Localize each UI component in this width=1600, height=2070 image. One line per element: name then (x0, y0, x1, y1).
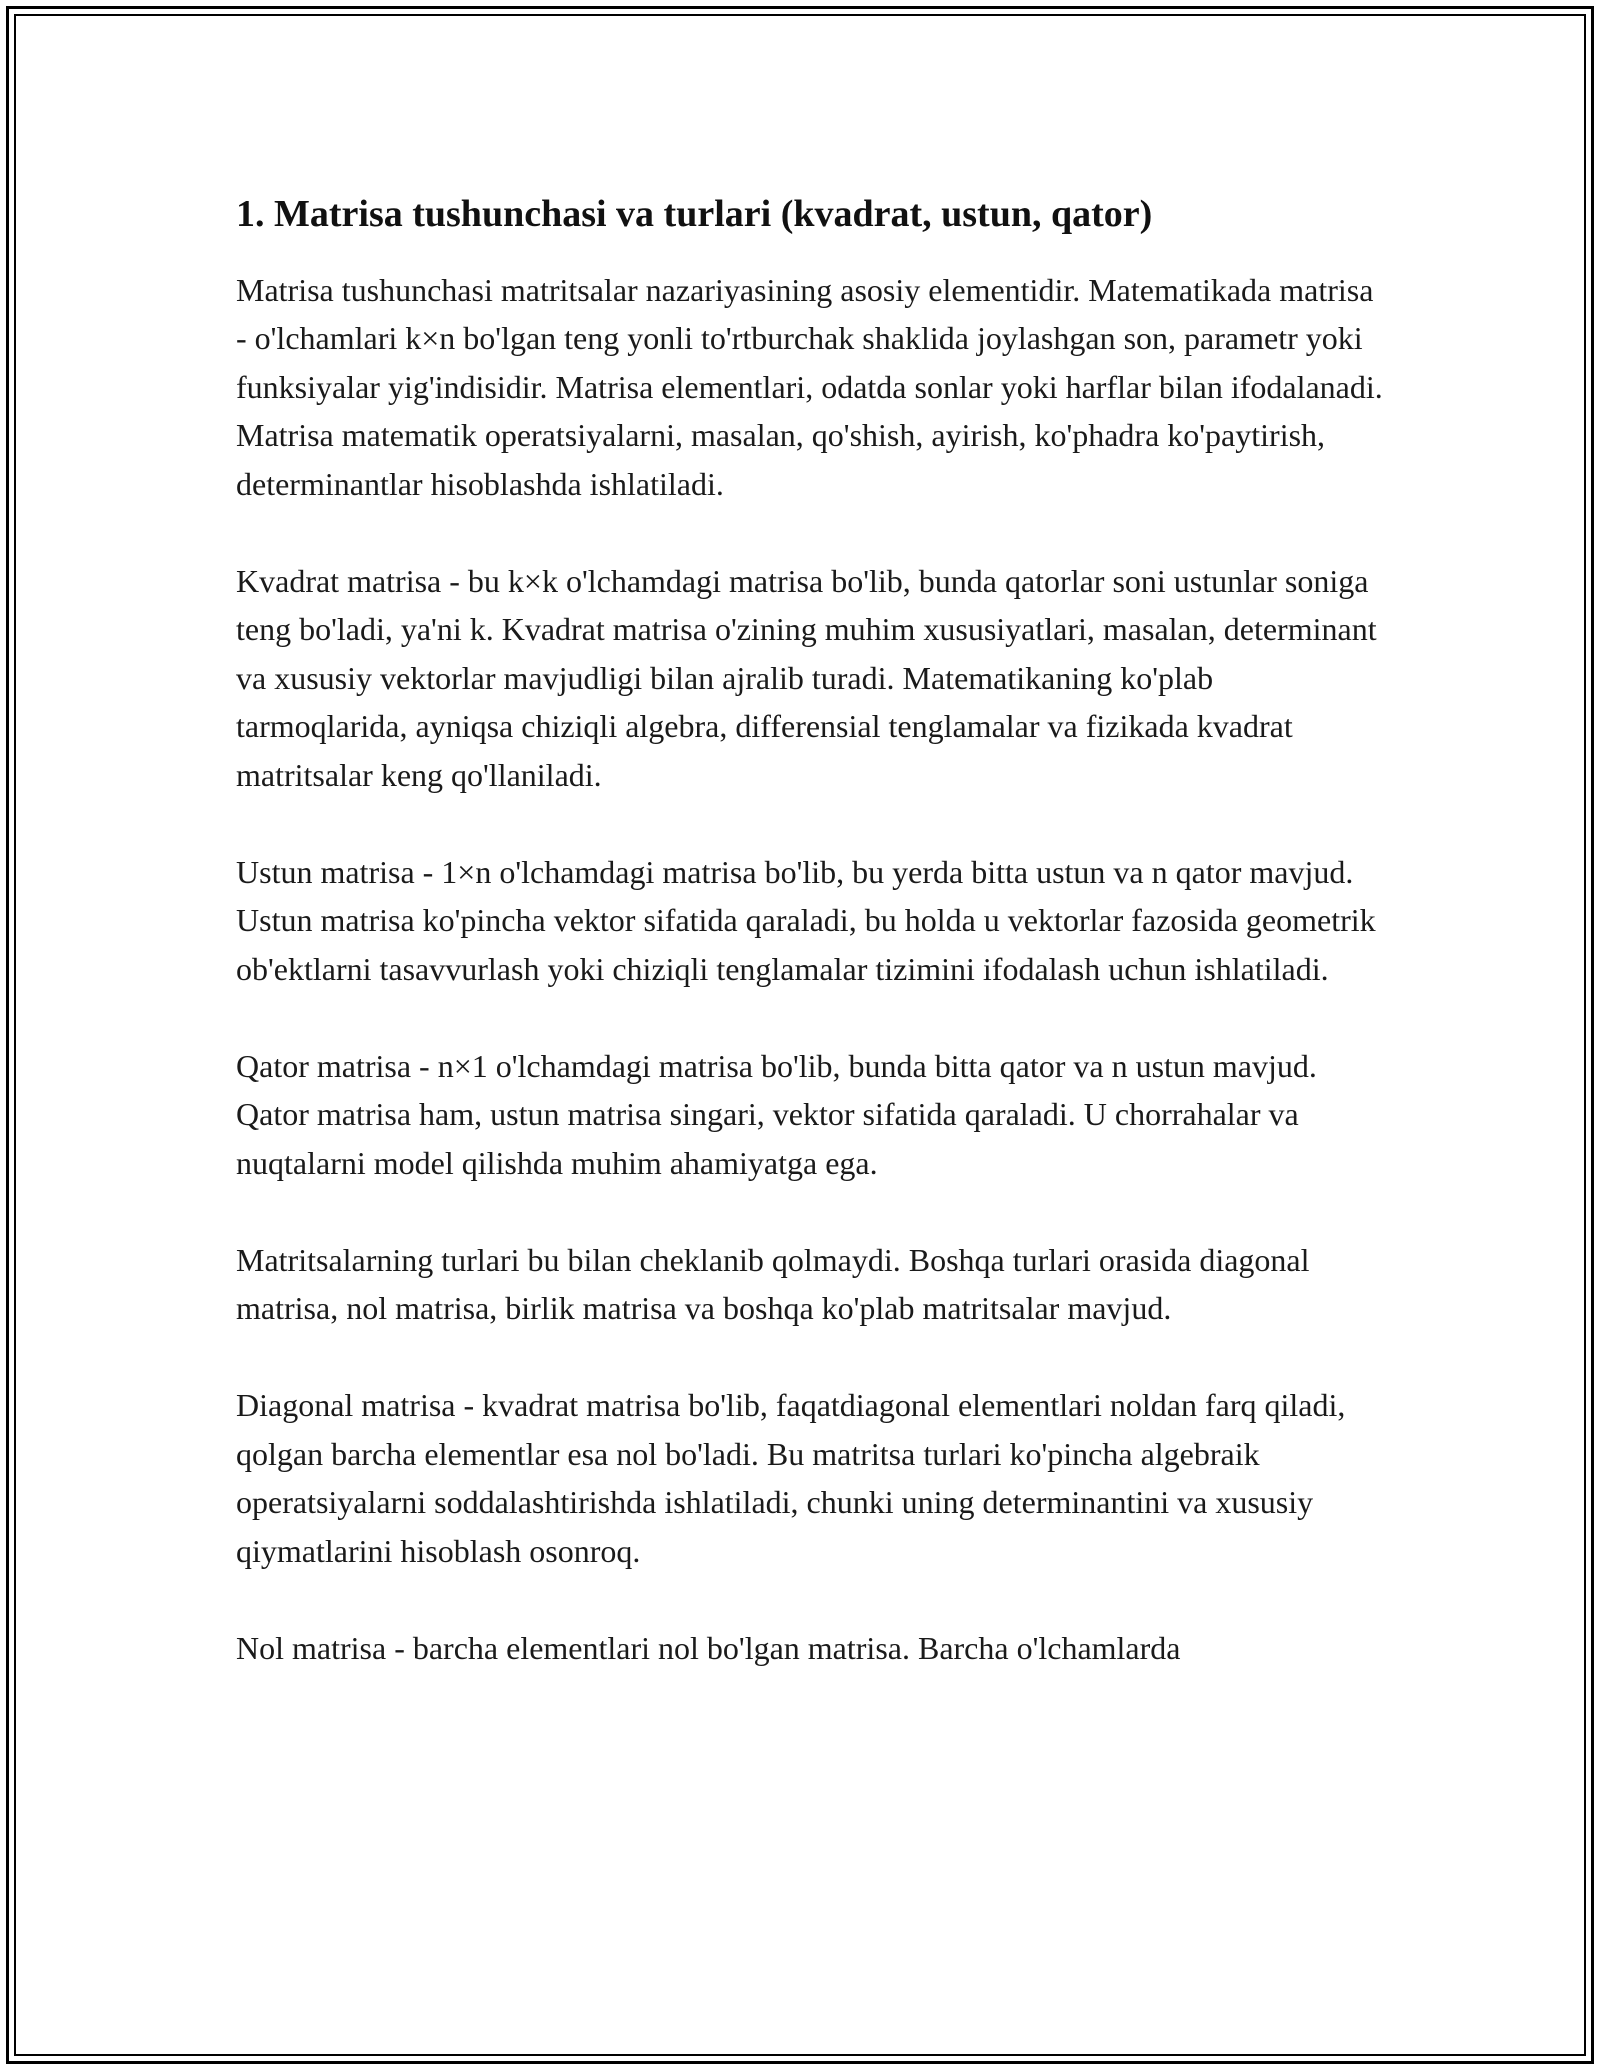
paragraph-zero-matrix: Nol matrisa - barcha elementlari nol bo'lgan matrisa. Barcha o'lchamlarda (236, 1629, 1181, 1666)
paragraph-matrix-definition: Matrisa tushunchasi matritsalar nazariyasining asosiy elementidir. Matematikada matrisa - o'lchamlari k×n bo'lgan teng yonli to'rtburchak shaklida joylashgan son, parametr yoki funksiyalar yig'indisidir. Matrisa elementlari, odatda sonlar yoki harflar bilan ifodalanadi. Matrisa matematik operatsiyalarni, masalan, qo'shish, ayirish, ko'phadra ko'paytirish, determinantlar hisoblashda ishlatiladi. (236, 271, 1383, 502)
paragraph-column-matrix: Ustun matrisa - 1×n o'lchamdagi matrisa bo'lib, bu yerda bitta ustun va n qator mavjud. Ustun matrisa ko'pincha vektor sifatida qaraladi, bu holda u vektorlar fazosida geometrik ob'ektlarni tasavvurlash yoki chiziqli tenglamalar tizimini ifodalash uchun ishlatiladi. (236, 853, 1376, 987)
document-body (236, 180, 1386, 1672)
paragraph-diagonal-matrix: Diagonal matrisa - kvadrat matrisa bo'lib, faqatdiagonal elementlari noldan farq qiladi, qolgan barcha elementlar esa nol bo'ladi. Bu matritsa turlari ko'pincha algebraik operatsiyalarni soddalashtirishda ishlatiladi, chunki uning determinantini va xususiy qiymatlarini hisoblash osonroq. (236, 1387, 1346, 1569)
paragraph-row-matrix: Qator matrisa - n×1 o'lchamdagi matrisa bo'lib, bunda bitta qator va n ustun mavjud. Qator matrisa ham, ustun matrisa singari, vektor sifatida qaraladi. U chorrahalar va nuqtalarni model qilishda muhim ahamiyatga ega. (236, 1047, 1317, 1181)
paragraph-other-types: Matritsalarning turlari bu bilan cheklanib qolmaydi. Boshqa turlari orasida diagonal matrisa, nol matrisa, birlik matrisa va boshqa ko'plab matritsalar mavjud. (236, 1241, 1310, 1327)
section-heading: 1. Matrisa tushunchasi va turlari (kvadrat, ustun, qator) (236, 193, 1153, 235)
paragraph-square-matrix: Kvadrat matrisa - bu k×k o'lchamdagi matrisa bo'lib, bunda qatorlar soni ustunlar soniga teng bo'ladi, ya'ni k. Kvadrat matrisa o'zining muhim xususiyatlari, masalan, determinant va xususiy vektorlar mavjudligi bilan ajralib turadi. Matematikaning ko'plab tarmoqlarida, ayniqsa chiziqli algebra, differensial tenglamalar va fizikada kvadrat matritsalar keng qo'llaniladi. (236, 562, 1377, 793)
